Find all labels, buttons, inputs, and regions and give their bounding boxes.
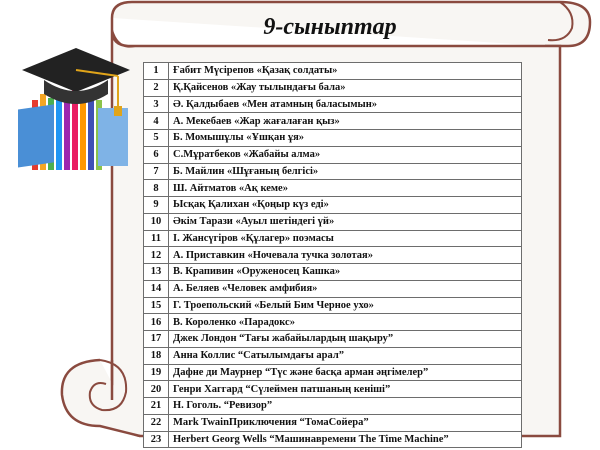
- book-title: І. Жансүгіров «Құлагер» поэмасы: [169, 230, 522, 247]
- table-row: [144, 197, 522, 214]
- book-title: Қ.Қайсенов «Жау тылындағы бала»: [169, 79, 522, 96]
- table-row: [144, 364, 522, 381]
- table-row: [144, 146, 522, 163]
- book-title: Анна Коллис “Сатылымдағы арал”: [169, 347, 522, 364]
- row-number: 11: [144, 230, 169, 247]
- book-title: Н. Гоголь. “Ревизор”: [169, 398, 522, 415]
- table-row: [144, 130, 522, 147]
- book-title: Генри Хаггард “Сүлеймен патшаның кеніші”: [169, 381, 522, 398]
- row-number: 9: [144, 197, 169, 214]
- row-number: 14: [144, 280, 169, 297]
- book-title: А. Приставкин «Ночевала тучка золотая»: [169, 247, 522, 264]
- book-title: С.Мұратбеков «Жабайы алма»: [169, 146, 522, 163]
- row-number: 3: [144, 96, 169, 113]
- book-title: Ғабит Мүсірепов «Қазақ солдаты»: [169, 63, 522, 80]
- table-row: [144, 347, 522, 364]
- graduation-cap-books-icon: [14, 30, 134, 180]
- table-row: [144, 431, 522, 448]
- book-title: Ә. Қалдыбаев «Мен атамның баласымын»: [169, 96, 522, 113]
- table-row: [144, 331, 522, 348]
- book-title: В. Короленко «Парадокс»: [169, 314, 522, 331]
- row-number: 12: [144, 247, 169, 264]
- reading-list-table: [143, 62, 522, 448]
- book-title: А. Мекебаев «Жар жағалаған қыз»: [169, 113, 522, 130]
- row-number: 21: [144, 398, 169, 415]
- table-row: [144, 113, 522, 130]
- book-title: А. Беляев «Человек амфибия»: [169, 280, 522, 297]
- row-number: 13: [144, 264, 169, 281]
- book-title: В. Крапивин «Оруженосец Кашка»: [169, 264, 522, 281]
- row-number: 4: [144, 113, 169, 130]
- book-title: Б. Момышұлы «Ұшқан ұя»: [169, 130, 522, 147]
- book-title: Дафне ди Маурнер “Түс және басқа арман әңгімелер”: [169, 364, 522, 381]
- row-number: 2: [144, 79, 169, 96]
- row-number: 15: [144, 297, 169, 314]
- table-row: [144, 230, 522, 247]
- row-number: 20: [144, 381, 169, 398]
- row-number: 10: [144, 213, 169, 230]
- table-row: [144, 163, 522, 180]
- table-row: [144, 264, 522, 281]
- row-number: 8: [144, 180, 169, 197]
- book-title: Джек Лондон “Тағы жабайылардың шақыру”: [169, 331, 522, 348]
- book-title: Ш. Айтматов «Ақ кеме»: [169, 180, 522, 197]
- row-number: 18: [144, 347, 169, 364]
- book-title: Ысқақ Қалихан «Қоңыр күз еді»: [169, 197, 522, 214]
- row-number: 1: [144, 63, 169, 80]
- row-number: 5: [144, 130, 169, 147]
- page-title: 9-сыныптар: [263, 14, 397, 40]
- row-number: 22: [144, 414, 169, 431]
- table-row: [144, 280, 522, 297]
- row-number: 19: [144, 364, 169, 381]
- table-row: [144, 213, 522, 230]
- table-row: [144, 247, 522, 264]
- table-row: [144, 297, 522, 314]
- table-row: [144, 414, 522, 431]
- row-number: 6: [144, 146, 169, 163]
- row-number: 16: [144, 314, 169, 331]
- book-title: Herbert Georg Wells “Машинавремени The Time Machine”: [169, 431, 522, 448]
- table-row: [144, 314, 522, 331]
- table-row: [144, 398, 522, 415]
- table-row: [144, 180, 522, 197]
- book-title: Әкім Тарази «Ауыл шетіндегі үй»: [169, 213, 522, 230]
- book-title: Mark TwainПриключения “ТомаСойера”: [169, 414, 522, 431]
- table-row: [144, 96, 522, 113]
- row-number: 17: [144, 331, 169, 348]
- row-number: 7: [144, 163, 169, 180]
- book-title: Г. Троепольский «Белый Бим Черное ухо»: [169, 297, 522, 314]
- table-row: [144, 63, 522, 80]
- row-number: 23: [144, 431, 169, 448]
- book-title: Б. Майлин «Шұғаның белгісі»: [169, 163, 522, 180]
- table-row: [144, 381, 522, 398]
- table-row: [144, 79, 522, 96]
